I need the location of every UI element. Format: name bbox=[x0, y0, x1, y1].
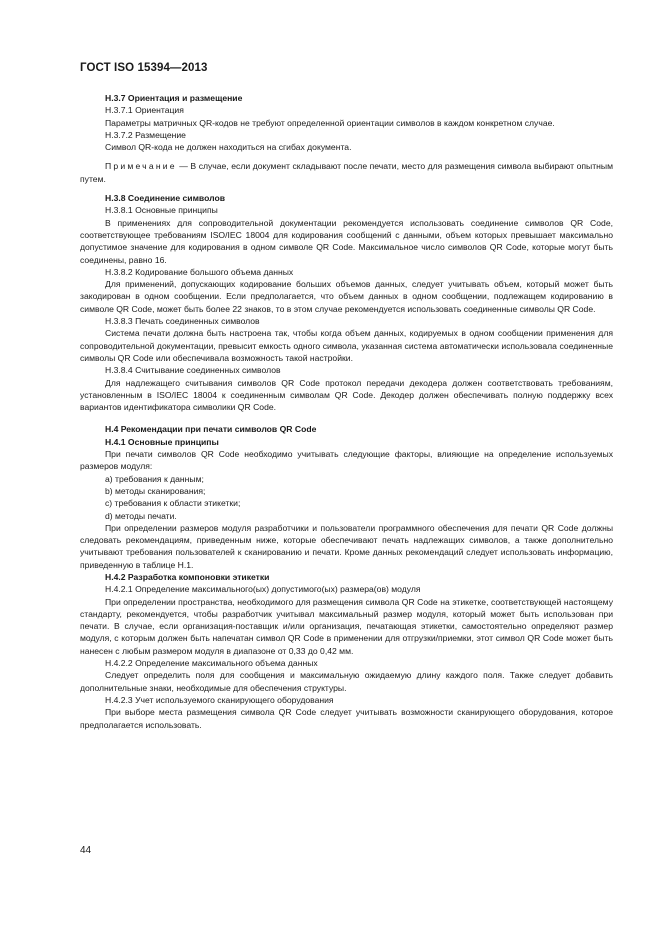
subsection-title: H.3.8.3 Печать соединенных символов bbox=[105, 316, 260, 327]
document-header: ГОСТ ISO 15394—2013 bbox=[80, 62, 208, 74]
subsection-title: H.3.7.1 Ориентация bbox=[105, 105, 184, 116]
list-item: c) требования к области этикетки; bbox=[105, 498, 241, 509]
paragraph: Символ QR-кода не должен находиться на сгибах документа. bbox=[105, 142, 352, 153]
list-item: d) методы печати. bbox=[105, 510, 177, 521]
subsection-title: H.4.2.3 Учет используемого сканирующего оборудования bbox=[105, 694, 334, 705]
note bbox=[80, 160, 613, 185]
paragraph: В применениях для сопроводительной документации рекомендуется использовать соединение символов QR Code, соответствующее требованиям ISO/IEC 18004 для кодирования сообщений с данными, объем которых превышает максимально допустимое значение для кодирования в одном символе QR Code. Максимальное число символов QR Code, которые могут быть соединены, равно 16. bbox=[80, 217, 613, 265]
paragraph: При определении размеров модуля разработчики и пользователи программного обеспечения для печати QR Code должны следовать рекомендациям, приведенным ниже, которые обеспечивают печать надлежащих символов, а также дополнительно учитывают требования пользователей к сканированию и печати. Кроме данных рекомендаций следует использовать информацию, приведенную в таблице H.1. bbox=[80, 522, 613, 570]
section-heading-h37: H.3.7 Ориентация и размещение bbox=[105, 93, 243, 103]
subsection-title: H.3.8.4 Считывание соединенных символов bbox=[105, 365, 281, 376]
subsection-heading-h41: H.4.1 Основные принципы bbox=[105, 436, 219, 447]
list-item: b) методы сканирования; bbox=[105, 485, 206, 496]
paragraph: Система печати должна быть настроена так, чтобы когда объем данных, кодируемых в одном сообщении применения для сопроводительной документации, превысит емкость одного символа, указанная система автоматически использовала соединенные символы QR Code или обеспечивала возможность такой настройки. bbox=[80, 328, 613, 363]
section-heading-h38: H.3.8 Соединение символов bbox=[105, 193, 226, 204]
paragraph: При определении пространства, необходимого для размещения символа QR Code на этикетке, соответствующей настоящему стандарту, рекомендуется, чтобы разработчик учитывал максимальный размер модуля, который может быть использован при печати. В случае, если организация-поставщик и/или организация, печатающая этикетки, самостоятельно определяют размер модуля, с которым должен быть напечатан символ QR Code в применении для отгрузки/приемки, этот символ QR Code может быть нанесен с любым размером модуля в диапазоне от 0,33 до 0,42 мм. bbox=[80, 596, 613, 656]
subsection-title: H.4.2.2 Определение максимального объема данных bbox=[105, 658, 318, 669]
subsection-title: H.4.2.1 Определение максимального(ых) допустимого(ых) размера(ов) модуля bbox=[105, 584, 421, 595]
note-text: — В случае, если документ складывают после печати, место для размещения символа выбирают опытным путем. bbox=[80, 161, 613, 184]
paragraph: Для надлежащего считывания символов QR Code протокол передачи декодера должен соответствовать требованиям, установленным в ISO/IEC 18004 к соединенным символам QR Code. Декодер должен обеспечивать полную поддержку всех вариантов идентификатора символики QR Code. bbox=[80, 377, 613, 413]
document-body bbox=[80, 92, 613, 731]
paragraph: При выборе места размещения символа QR Code следует учитывать возможности сканирующего оборудования, которое предполагается использовать. bbox=[80, 707, 613, 730]
subsection-heading-h42: H.4.2 Разработка компоновки этикетки bbox=[105, 571, 270, 582]
paragraph: Параметры матричных QR-кодов не требуют определенной ориентации символов в каждом конкретном случае. bbox=[105, 117, 555, 128]
paragraph: Для применений, допускающих кодирование больших объемов данных, следует учитывать объем, который может быть закодирован в одном сообщении. Если предполагается, что объем данных в одном сообщении, подлежащем кодированию в символе QR Code, может быть более 22 знаков, то в этом случае рекомендуется использовать соединенные символы QR Code. bbox=[80, 279, 613, 314]
note-label: Примечание bbox=[105, 161, 177, 172]
paragraph: Следует определить поля для сообщения и максимальную ожидаемую длину каждого поля. Также следует добавить дополнительные знаки, необходимые для обеспечения структуры. bbox=[80, 670, 613, 693]
subsection-title: H.3.8.1 Основные принципы bbox=[105, 205, 218, 216]
list-item: a) требования к данным; bbox=[105, 473, 204, 484]
page-number: 44 bbox=[80, 845, 92, 856]
section-heading-h4: H.4 Рекомендации при печати символов QR Code bbox=[105, 424, 317, 435]
paragraph: При печати символов QR Code необходимо учитывать следующие факторы, влияющие на определение используемых размеров модуля: bbox=[80, 449, 613, 472]
subsection-title: H.3.8.2 Кодирование большого объема данных bbox=[105, 266, 294, 277]
subsection-title: H.3.7.2 Размещение bbox=[105, 129, 186, 140]
